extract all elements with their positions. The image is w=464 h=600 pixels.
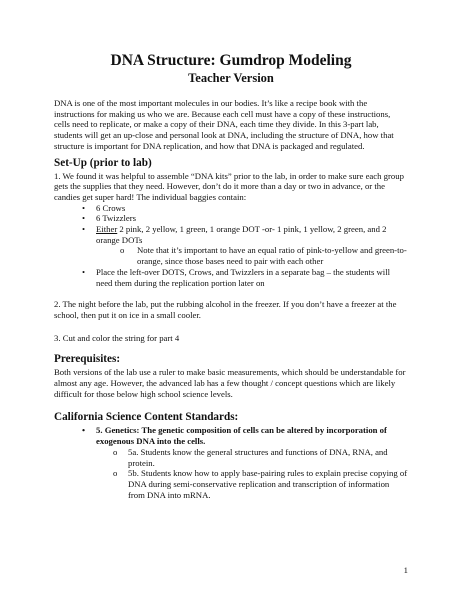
document-title: DNA Structure: Gumdrop Modeling <box>110 52 352 69</box>
list-item <box>54 267 408 288</box>
bullet-icon: • <box>82 266 86 277</box>
prerequisites-section <box>54 353 408 399</box>
bullet-icon: • <box>82 202 86 213</box>
bullet-icon: • <box>82 213 86 224</box>
list-item-text: 2 pink, 2 yellow, 1 green, 1 orange DOT -or- 1 pink, 1 yellow, 2 green, and 2 orange DOTs <box>96 224 387 245</box>
prerequisites-heading: Prerequisites: <box>54 353 121 366</box>
standards-section <box>54 411 408 500</box>
sub-bullet-icon: o <box>120 245 125 256</box>
sub-bullet-icon: o <box>113 468 118 479</box>
list-item-text: Place the left-over DOTS, Crows, and Twizzlers in a separate bag – the students will need them during the replication portion later on <box>96 266 391 288</box>
list-item <box>54 203 408 214</box>
prerequisites-text: Both versions of the lab use a ruler to make basic measurements, which should be understandable for almost any age. However, the advanced lab has a few thought / concept questions which are likely difficult for those below high school science levels. <box>54 367 406 399</box>
list-item <box>54 224 408 245</box>
setup-section <box>54 157 408 344</box>
list-item <box>54 213 408 224</box>
bullet-icon: • <box>82 224 86 235</box>
sub-bullet-icon: o <box>113 446 118 457</box>
emphasis-either: Either <box>96 224 118 235</box>
bullet-icon: • <box>82 425 86 436</box>
list-subitem <box>54 468 408 500</box>
standards-heading: California Science Content Standards: <box>54 411 239 424</box>
page-number: 1 <box>403 565 408 575</box>
standard-genetics: 5. Genetics: The genetic composition of cells can be altered by incorporation of exogenous DNA into the cells. <box>96 425 387 447</box>
list-item-text: 6 Twizzlers <box>96 213 137 224</box>
kit-contents-list <box>54 203 408 289</box>
list-subitem <box>54 447 408 468</box>
setup-step-3: 3. Cut and color the string for part 4 <box>54 332 180 343</box>
setup-step-1: 1. We found it was helpful to assemble “DNA kits” prior to the lab, in order to make sure each group gets the supplies that they need. However, don’t do it more than a day or two in advance, or the candies get super hard! The individual baggies contain: <box>54 170 404 202</box>
standard-5a: 5a. Students know the general structures and functions of DNA, RNA, and protein. <box>128 446 388 468</box>
list-item-text: 6 Crows <box>96 202 126 213</box>
setup-heading: Set-Up (prior to lab) <box>54 156 152 169</box>
standard-5b: 5b. Students know how to apply base-pairing rules to explain precise copying of DNA during semi-conservative replication and transcription of information from DNA into mRNA. <box>128 468 408 500</box>
list-subitem <box>54 245 408 266</box>
document-subtitle: Teacher Version <box>188 71 274 85</box>
list-item <box>54 425 408 446</box>
ratio-note: Note that it’s important to have an equal ratio of pink-to-yellow and green-to-orange, since those bases need to pair with each other <box>137 245 407 267</box>
setup-step-2: 2. The night before the lab, put the rubbing alcohol in the freezer. If you don’t have a freezer at the school, then put it on ice in a small cooler. <box>54 299 397 320</box>
intro-paragraph: DNA is one of the most important molecules in our bodies. It’s like a recipe book with the instructions for making us who we are. Because each cell must have a copy of these instructions, cells need to replicate, or make a copy of their DNA, each time they divide. In this 3-part lab, students will get an up-close and personal look at DNA, including the structure of DNA, how that structure is important for DNA replication, and how that DNA is packaged and regulated. <box>54 98 394 151</box>
standards-list <box>54 425 408 500</box>
